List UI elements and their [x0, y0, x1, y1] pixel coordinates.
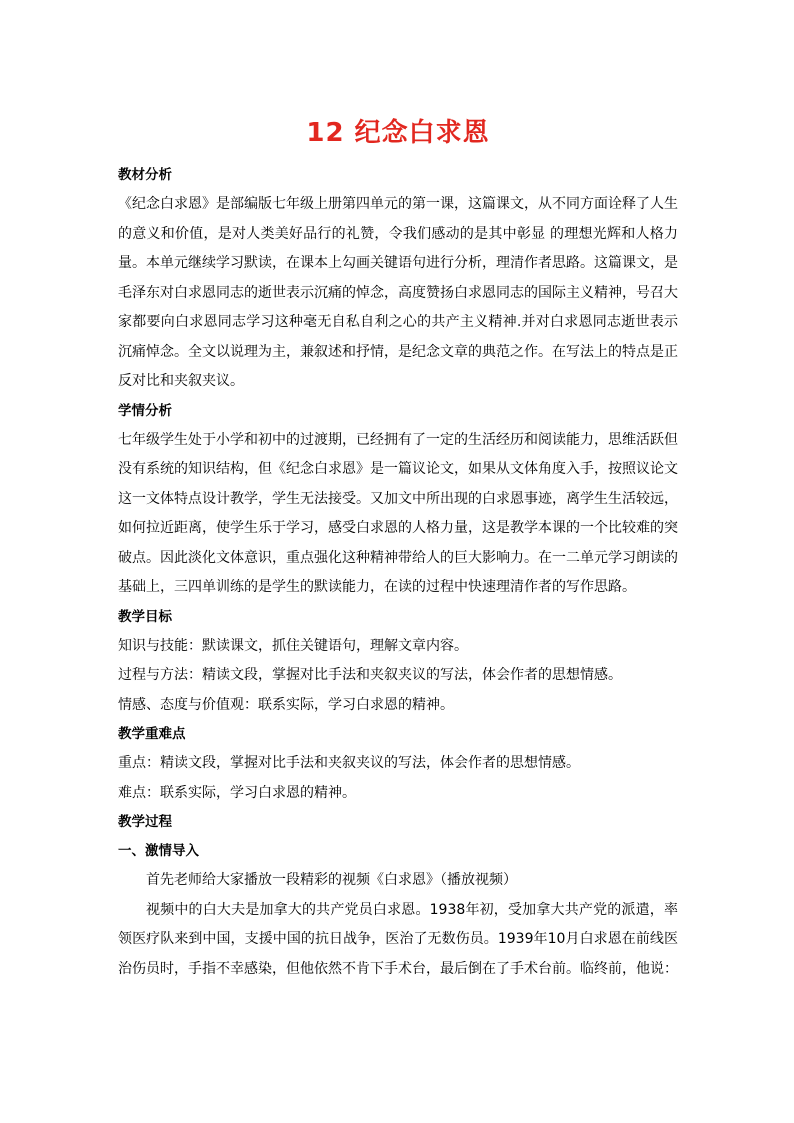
introduction-paragraph-video: 首先老师给大家播放一段精彩的视频《白求恩》（播放视频）: [146, 872, 517, 888]
section-heading-textbook-analysis: 教材分析: [118, 167, 172, 183]
key-point-focus: 重点：精读文段，掌握对比手法和夹叙夹议的写法，体会作者的思想情感。: [118, 755, 580, 771]
goal-knowledge-skills: 知识与技能：默读课文，抓住关键语句，理解文章内容。: [118, 637, 468, 654]
goal-emotion-values: 情感、态度与价值观：联系实际，学习白求恩的精神。: [118, 696, 454, 713]
step-heading-introduction: 一、激情导入: [118, 843, 199, 859]
section-heading-student-analysis: 学情分析: [118, 402, 172, 419]
document-page: [118, 112, 678, 984]
section-heading-teaching-process: 教学过程: [118, 814, 172, 830]
goal-process-methods: 过程与方法：精读文段，掌握对比手法和夹叙夹议的写法，体会作者的思想情感。: [118, 667, 622, 683]
key-point-difficulty: 难点：联系实际，学习白求恩的精神。: [118, 784, 356, 801]
section-heading-key-points: 教学重难点: [118, 726, 186, 742]
introduction-paragraph-bethune: 视频中的白大夫是加拿大的共产党员白求恩。1938年初，受加拿大共产党的派遣，率领医疗队来到中国，支援中国的抗日战争，医治了无数伤员。1939年10月白求恩在前线医治伤员时，手指不幸感染，但他依然不肯下手术台，最后倒在了手术台前。临终前，他说：: [118, 901, 678, 977]
textbook-analysis-paragraph: 《纪念白求恩》是部编版七年级上册第四单元的第一课，这篇课文，从不同方面诠释了人生的意义和价值，是对人类美好品行的礼赞，令我们感动的是其中彰显 的理想光辉和人格力量。本单元继续学习默读，在课本上勾画关键语句进行分析，理清作者思路。这篇课文，是毛泽东对白求恩同志的逝世表示沉痛的悼念，高度赞扬白求恩同志的国际主义精神，号召大家都要向白求恩同志学习这种毫无自私自利之心的共产主义精神.并对白求恩同志逝世表示沉痛悼念。全文以说理为主，兼叙述和抒情，是纪念文章的典范之作。在写法上的特点是正反对比和夹叙夹议。: [118, 196, 678, 389]
section-heading-teaching-goals: 教学目标: [118, 608, 172, 625]
student-analysis-paragraph: 七年级学生处于小学和初中的过渡期，已经拥有了一定的生活经历和阅读能力，思维活跃但没有系统的知识结构，但《纪念白求恩》是一篇议论文，如果从文体角度入手，按照议论文这一文体特点设计教学，学生无法接受。又加文中所出现的白求恩事迹，离学生生活较远，如何拉近距离，使学生乐于学习，感受白求恩的人格力量，这是教学本课的一个比较难的突破点。因此淡化文体意识，重点强化这种精神带给人的巨大影响力。在一二单元学习朗读的基础上，三四单训练的是学生的默读能力，在读的过程中快速理清作者的写作思路。: [118, 431, 678, 595]
document-title: 12 纪念白求恩: [306, 118, 490, 148]
